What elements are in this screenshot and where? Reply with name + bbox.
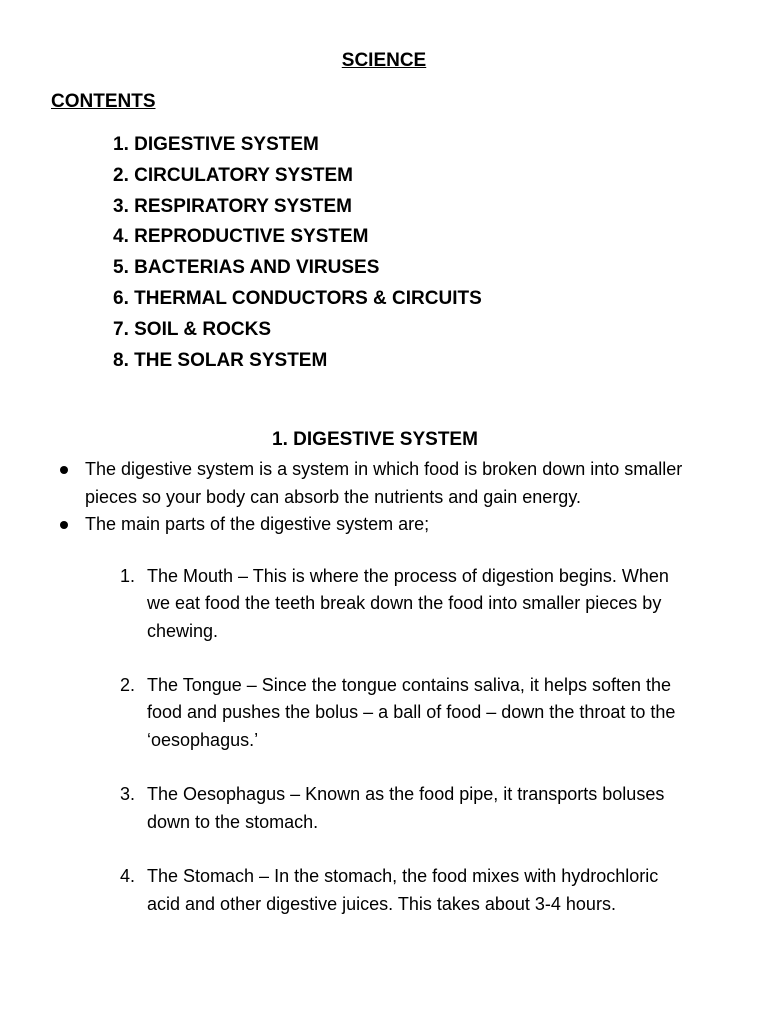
bullet-item [55, 456, 695, 511]
bullet-text: The digestive system is a system in which food is broken down into smaller pieces so your body can absorb the nutrients and gain energy. [85, 459, 683, 507]
page-title: SCIENCE [341, 50, 427, 71]
part-number: 3. [120, 784, 136, 805]
part-number: 4. [120, 866, 136, 887]
bullet-item [55, 511, 695, 539]
digestive-parts-list [120, 563, 690, 945]
bullet-icon [60, 521, 68, 529]
section-heading: 1. DIGESTIVE SYSTEM [272, 429, 478, 450]
part-text: The Stomach – In the stomach, the food mixes with hydrochloric acid and other digestive juices. This takes about 3-4 hours. [147, 866, 659, 914]
contents-item: 4. REPRODUCTIVE SYSTEM [113, 226, 369, 248]
contents-item: 6. THERMAL CONDUCTORS & CIRCUITS [113, 287, 482, 309]
part-text: The Mouth – This is where the process of digestion begins. When we eat food the teeth break down the food into smaller pieces by chewing. [147, 566, 669, 641]
contents-item: 1. DIGESTIVE SYSTEM [113, 134, 319, 155]
part-text: The Oesophagus – Known as the food pipe, it transports boluses down to the stomach. [147, 784, 665, 832]
part-number: 1. [120, 566, 136, 586]
contents-item: 5. BACTERIAS AND VIRUSES [113, 257, 380, 279]
contents-item: 7. SOIL & ROCKS [113, 318, 272, 340]
bullet-list [55, 456, 695, 539]
contents-item: 2. CIRCULATORY SYSTEM [113, 164, 353, 186]
contents-item: 3. RESPIRATORY SYSTEM [113, 195, 352, 217]
part-item [120, 781, 690, 836]
part-item [120, 672, 690, 754]
part-text: The Tongue – Since the tongue contains saliva, it helps soften the food and pushes the bolus – a ball of food – down the throat to the ‘oesophagus.’ [147, 675, 676, 750]
contents-heading: CONTENTS [51, 91, 156, 112]
part-number: 2. [120, 675, 136, 696]
contents-item: 8. THE SOLAR SYSTEM [113, 349, 328, 371]
table-of-contents [113, 130, 482, 376]
part-item [120, 563, 690, 645]
bullet-icon [60, 466, 68, 474]
bullet-text: The main parts of the digestive system are; [85, 514, 430, 534]
part-item [120, 863, 690, 918]
